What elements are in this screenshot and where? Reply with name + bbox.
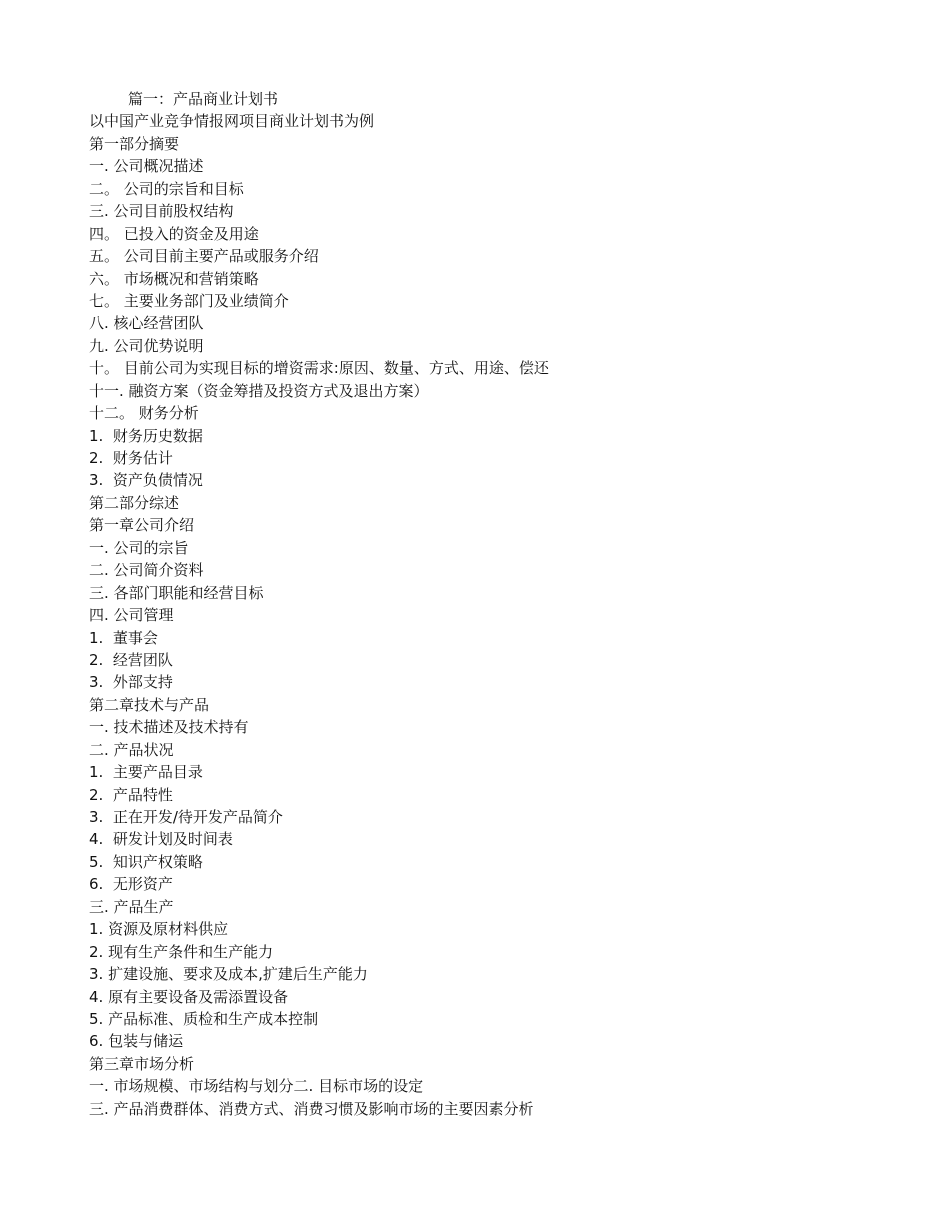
text-line: 1. 董事会 [89,628,158,647]
chapter-heading: 第三章市场分析 [89,1054,195,1073]
text-line: 四. 公司管理 [89,606,174,625]
text-line: 5. 产品标准、质检和生产成本控制 [89,1009,319,1028]
text-line: 三. 产品生产 [89,897,174,916]
text-line: 6. 包装与储运 [89,1032,184,1051]
text-line: 六。 市场概况和营销策略 [89,269,259,288]
text-line: 5. 知识产权策略 [89,852,203,871]
text-line: 十二。 财务分析 [89,404,199,423]
text-line: 一. 公司概况描述 [89,157,204,176]
text-line: 2. 产品特性 [89,785,173,804]
text-line: 三. 各部门职能和经营目标 [89,583,264,602]
text-line: 二。 公司的宗旨和目标 [89,179,244,198]
chapter-heading: 第一章公司介绍 [89,516,195,535]
text-line: 十一. 融资方案（资金筹措及投资方式及退出方案） [89,381,429,400]
text-line: 1. 主要产品目录 [89,763,203,782]
part-heading: 第二部分综述 [89,493,180,512]
text-line: 三. 公司目前股权结构 [89,202,234,221]
text-line: 2. 财务估计 [89,449,173,467]
text-line: 3. 正在开发/待开发产品简介 [89,808,283,826]
document-body [89,88,909,1120]
text-line: 一. 公司的宗旨 [89,538,189,557]
text-line: 九. 公司优势说明 [89,336,204,355]
text-line: 3. 资产负债情况 [89,471,203,490]
part-heading: 第一部分摘要 [89,134,180,153]
text-line: 6. 无形资产 [89,875,173,894]
text-line: 八. 核心经营团队 [89,314,204,333]
text-line: 2. 经营团队 [89,650,173,669]
text-line: 4. 研发计划及时间表 [89,830,233,849]
text-line: 二. 产品状况 [89,740,174,759]
text-line: 一. 技术描述及技术持有 [89,718,249,737]
text-line: 五。 公司目前主要产品或服务介绍 [89,247,319,266]
text-line: 3. 扩建设施、要求及成本,扩建后生产能力 [89,965,368,984]
document-title: 篇一：产品商业计划书 [128,90,279,108]
text-line: 二. 公司简介资料 [89,561,204,580]
text-line: 十。 目前公司为实现目标的增资需求:原因、数量、方式、用途、偿还 [89,359,549,378]
text-line: 4. 原有主要设备及需添置设备 [89,987,289,1006]
text-line: 一. 市场规模、市场结构与划分二. 目标市场的设定 [89,1077,424,1096]
text-line: 1. 资源及原材料供应 [89,920,229,939]
text-line: 1. 财务历史数据 [89,426,203,445]
text-line: 3. 外部支持 [89,673,173,692]
text-line: 四。 已投入的资金及用途 [89,224,259,243]
text-line: 三. 产品消费群体、消费方式、消费习惯及影响市场的主要因素分析 [89,1099,534,1118]
document-subtitle: 以中国产业竞争情报网项目商业计划书为例 [89,112,375,131]
text-line: 七。 主要业务部门及业绩简介 [89,291,289,310]
text-line: 2. 现有生产条件和生产能力 [89,942,274,961]
chapter-heading: 第二章技术与产品 [89,695,210,714]
